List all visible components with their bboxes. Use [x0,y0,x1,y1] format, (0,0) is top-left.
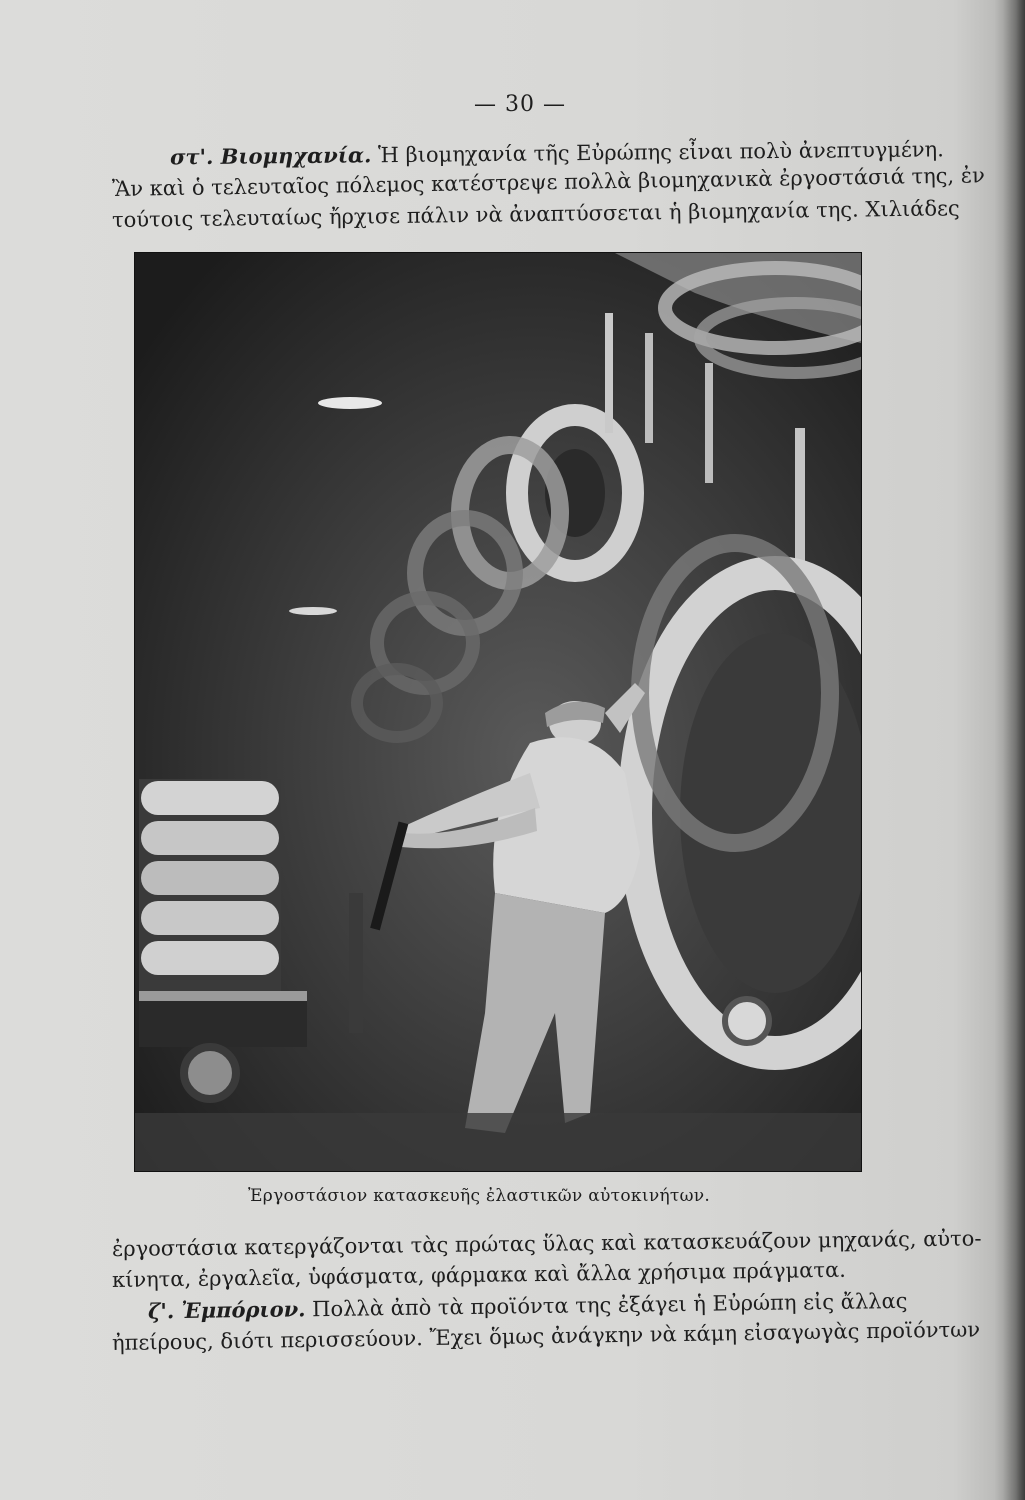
paragraph-text: Ἡ βιομηχανία τῆς Εὐρώπης εἶναι πολὺ ἀνεπτυγμένη. [371,137,944,168]
paragraph-line: Ἂν καὶ ὁ τελευταῖος πόλεμος κατέστρεψε πολλὰ βιομηχανικὰ ἐργοστάσιά της, ἐν [111,163,985,201]
paragraph-line: ἐργοστάσια κατεργάζονται τὰς πρώτας ὕλας καὶ κατασκευάζουν μηχανάς, αὐτο- [111,1226,982,1261]
page-number: — 30 — [474,92,566,117]
factory-photo [134,252,862,1172]
photo-caption: Ἐργοστάσιον κατασκευῆς ἐλαστικῶν αὐτοκινήτων. [248,1186,711,1206]
paragraph-line: ἠπείρους, διότι περισσεύουν. Ἔχει ὅμως ἀνάγκην νὰ κάμη εἰσαγωγὰς προϊόντων [111,1317,981,1355]
tire-factory-illustration [135,253,861,1171]
paragraph-line: κίνητα, ἐργαλεῖα, ὑφάσματα, φάρμακα καὶ ἄλλα χρήσιμα πράγματα. [111,1257,847,1292]
paragraph-text: Πολλὰ ἀπὸ τὰ προϊόντα της ἐξάγει ἡ Εὐρώπη εἰς ἄλλας [305,1288,908,1322]
section-heading-trade: ζ'. Ἐμπόριον. [147,1296,306,1324]
page-spine-shadow [1003,0,1025,1500]
top-paragraph [111,137,985,236]
bottom-paragraph [111,1226,982,1359]
paragraph-line: τούτοις τελευταίως ἤρχισε πάλιν νὰ ἀναπτύσσεται ἡ βιομηχανία της. Χιλιάδες [111,196,960,232]
section-heading-industry: στ'. Βιομηχανία. [169,142,372,170]
